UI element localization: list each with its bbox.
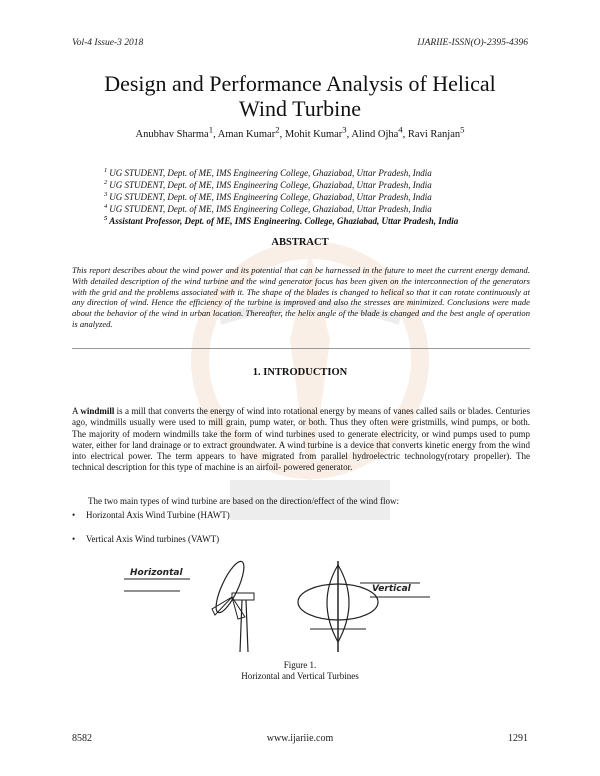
list-item-text: Horizontal Axis Wind Turbine (HAWT) [86,510,230,520]
list-item [72,510,230,520]
header-volume: Vol-4 Issue-3 2018 [72,38,144,48]
bullet-icon: • [72,534,76,544]
author-name: Alind Ojha [351,129,399,140]
footer-left: 8582 [72,733,92,744]
figure-label-vertical: Vertical [372,584,411,594]
author-name: Mohit Kumar [284,129,343,140]
affiliation-text: UG STUDENT, Dept. of ME, IMS Engineering College, Ghaziabad, Uttar Pradesh, India [109,204,432,214]
section-divider [72,348,530,349]
header-issn: IJARIIE-ISSN(O)-2395-4396 [417,38,528,48]
abstract-heading: ABSTRACT [271,237,329,248]
affiliation-text: Assistant Professor, Dept. of ME, IMS Engineering. College, Ghaziabad, Uttar Pradesh, India [109,216,459,226]
author-name: Ravi Ranjan [407,129,461,140]
affiliation [104,180,432,192]
intro-paragraph-2: The two main types of wind turbine are based on the direction/effect of the wind flow: [88,496,399,506]
affiliation [104,216,458,228]
author-list: Anubhav Sharma$^1$, Aman Kumar$^2$, Mohit Kumar$^3$, Alind Ojha$^4$, Ravi Ranjan$^5$ [135,124,465,140]
affiliation-sup: 4 [104,203,108,210]
affiliation-sup: 2 [104,179,108,186]
footer-url: www.ijariie.com [266,733,334,744]
author-sup: 1 [208,124,214,135]
author-name: Aman Kumar [217,129,276,140]
abstract-text: This report describes about the wind power and its potential that can be harnessed in the future to meet the current energy demand. With detailed description of the wind turbine and the wind generator focus has been given on the interconnection of the generators with the grid and the problems associated with it. The shape of the blades is changed to helical so that it can rotate continuously at any direction of wind. Hence the efficiency of the turbine is improved and also the stresses are minimized. Conclusions were made about the behavior of the wind in urban location. Thereafter, the helix angle of the blade is changed and the best angle of operation is analyzed. [72,265,530,329]
list-item-text: Vertical Axis Wind turbines (VAWT) [86,534,220,544]
page-title [40,71,560,121]
figure-caption [40,660,560,682]
affiliation-sup: 1 [104,167,108,174]
para-bold-term: windmill [80,406,115,416]
list-item [72,534,219,544]
figure-caption-text: Horizontal and Vertical Turbines [241,671,359,681]
affiliation-sup: 5 [104,215,108,222]
affiliation-text: UG STUDENT, Dept. of ME, IMS Engineering College, Ghaziabad, Uttar Pradesh, India [109,180,432,190]
figure-label-horizontal: Horizontal [130,568,183,578]
title-line-2: Wind Turbine [239,96,361,121]
affiliation-text: UG STUDENT, Dept. of ME, IMS Engineering College, Ghaziabad, Uttar Pradesh, India [109,168,432,178]
para-lead: A [72,406,81,416]
figure-caption-number: Figure 1. [283,660,317,670]
footer-page-number: 1291 [508,733,528,744]
author-sup: 4 [398,124,403,135]
para-rest: is a mill that converts the energy of wind into rotational energy by means of vanes called sails or blades. Centuries ago, windmills usually were used to mill grain, pump water, or both. Thus they often were gristmills, wind pumps, or both. The majority of modern windmills take the form of wind turbines used to generate electricity, or wind pumps used to pump water, either for land drainage or to extract groundwater. A wind turbine is a device that converts kinetic energy from the wind into electrical power. The term appears to have migrated from parallel hydroelectric technology(rotary propeller). The technical description for this type of machine is an airfoil- powered generator. [72,406,531,473]
author-sup: 2 [275,124,280,135]
affiliation [104,204,432,216]
section-heading: 1. INTRODUCTION [252,367,348,378]
turbine-figure [120,557,450,657]
bullet-icon: • [72,510,76,520]
affiliation-text: UG STUDENT, Dept. of ME, IMS Engineering College, Ghaziabad, Uttar Pradesh, India [109,192,432,202]
author-sup: 5 [460,124,465,135]
author-sup: 3 [342,124,347,135]
author-name: Anubhav Sharma [135,129,209,140]
title-line-1: Design and Performance Analysis of Helical [104,71,496,96]
intro-paragraph [72,406,530,474]
affiliation-sup: 3 [104,191,108,198]
affiliation [104,192,432,204]
affiliation [104,168,432,180]
